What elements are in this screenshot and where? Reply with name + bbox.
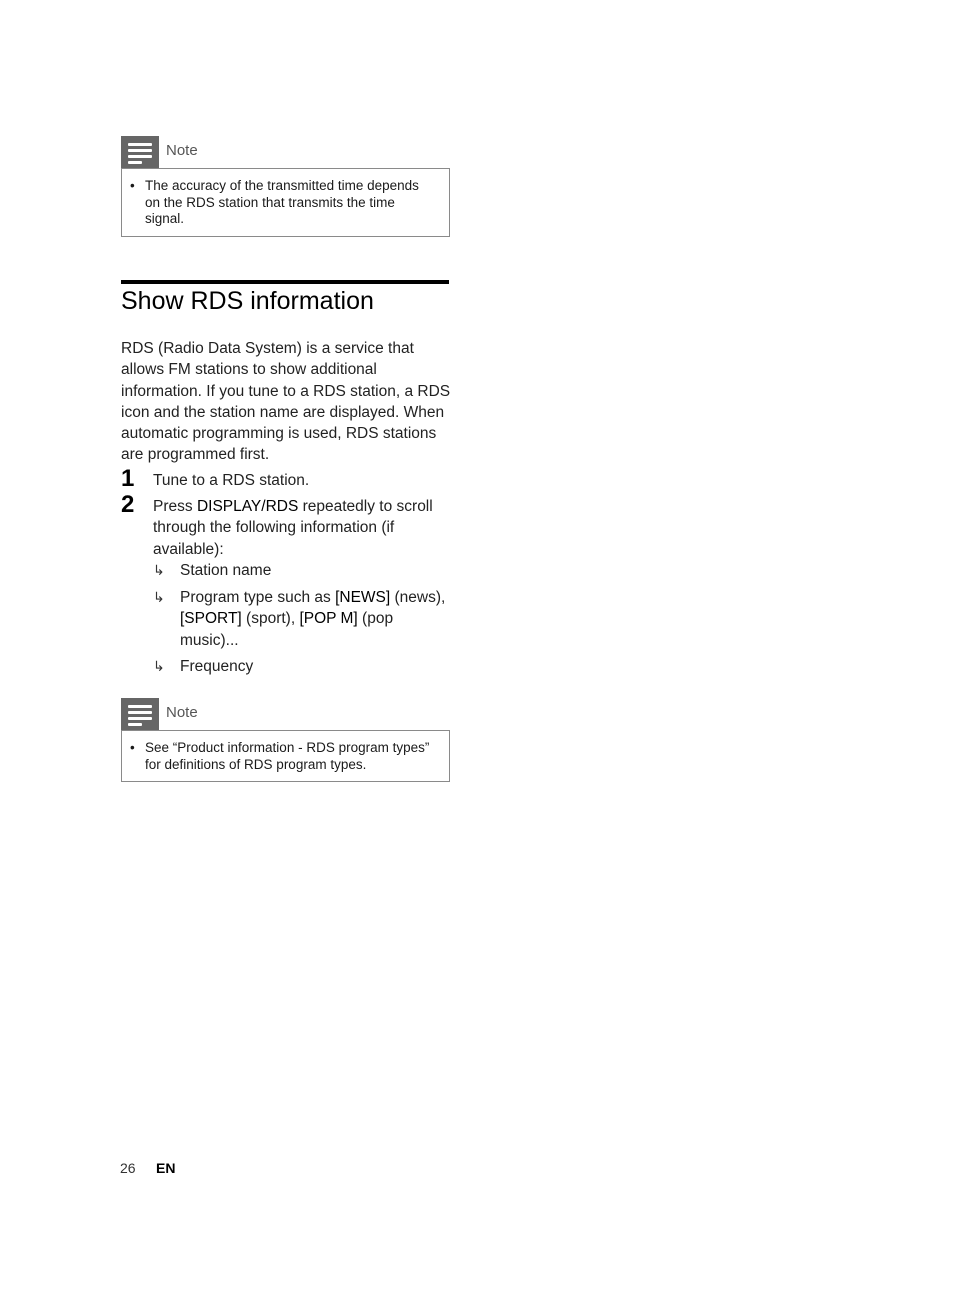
pop-desc: (pop music)... bbox=[180, 610, 394, 649]
step-number-1: 1 bbox=[121, 465, 135, 492]
note-body bbox=[121, 168, 450, 237]
step-number-2: 2 bbox=[121, 491, 135, 518]
note-label: Note bbox=[166, 704, 198, 721]
display-rds-button-label: DISPLAY/RDS bbox=[196, 498, 299, 515]
note-text: See “Product information - RDS program types” for definitions of RDS program types. bbox=[145, 740, 430, 772]
note-icon bbox=[121, 698, 159, 730]
program-type-prefix: Program type such as bbox=[180, 589, 336, 606]
note-body bbox=[121, 730, 450, 782]
pop-label: [POP M] bbox=[299, 610, 358, 628]
section-title: Show RDS information bbox=[121, 287, 374, 315]
section-rule bbox=[121, 280, 449, 284]
sub-item-program-type bbox=[153, 587, 453, 651]
step-text-pre: Press bbox=[153, 498, 197, 515]
note-header bbox=[121, 698, 450, 730]
bullet: • bbox=[130, 178, 135, 193]
note-label: Note bbox=[166, 142, 198, 159]
step-text-1: Tune to a RDS station. bbox=[153, 472, 310, 489]
step-text-2 bbox=[153, 496, 453, 560]
sport-desc: (sport), bbox=[241, 610, 300, 628]
sub-item-text: Station name bbox=[180, 562, 272, 579]
bullet: • bbox=[130, 740, 135, 755]
language-code: EN bbox=[156, 1160, 176, 1176]
sub-item-frequency bbox=[153, 656, 453, 677]
sub-item-text bbox=[180, 587, 453, 651]
sport-label: [SPORT] bbox=[180, 610, 242, 628]
note-icon bbox=[121, 136, 159, 168]
arrow-icon: ↳ bbox=[153, 589, 165, 605]
page-number: 26 bbox=[120, 1160, 136, 1176]
arrow-icon: ↳ bbox=[153, 562, 165, 578]
intro-paragraph: RDS (Radio Data System) is a service that allows FM stations to show additional information. If you tune to a RDS station, a RDS icon and the station name are displayed. When automatic programming is used, RDS stations are programmed first. bbox=[121, 340, 451, 464]
news-label: [NEWS] bbox=[335, 589, 391, 606]
news-desc: (news), bbox=[390, 589, 446, 606]
note-box-program-types bbox=[121, 698, 450, 782]
step-text-post: repeatedly to scroll through the following information (if available): bbox=[153, 498, 433, 558]
note-text: The accuracy of the transmitted time depends on the RDS station that transmits the time signal. bbox=[145, 178, 419, 226]
arrow-icon: ↳ bbox=[153, 658, 165, 674]
note-header bbox=[121, 136, 450, 168]
note-box-time-accuracy bbox=[121, 136, 450, 237]
sub-item-text: Frequency bbox=[180, 658, 254, 675]
sub-item-station-name bbox=[153, 560, 453, 581]
